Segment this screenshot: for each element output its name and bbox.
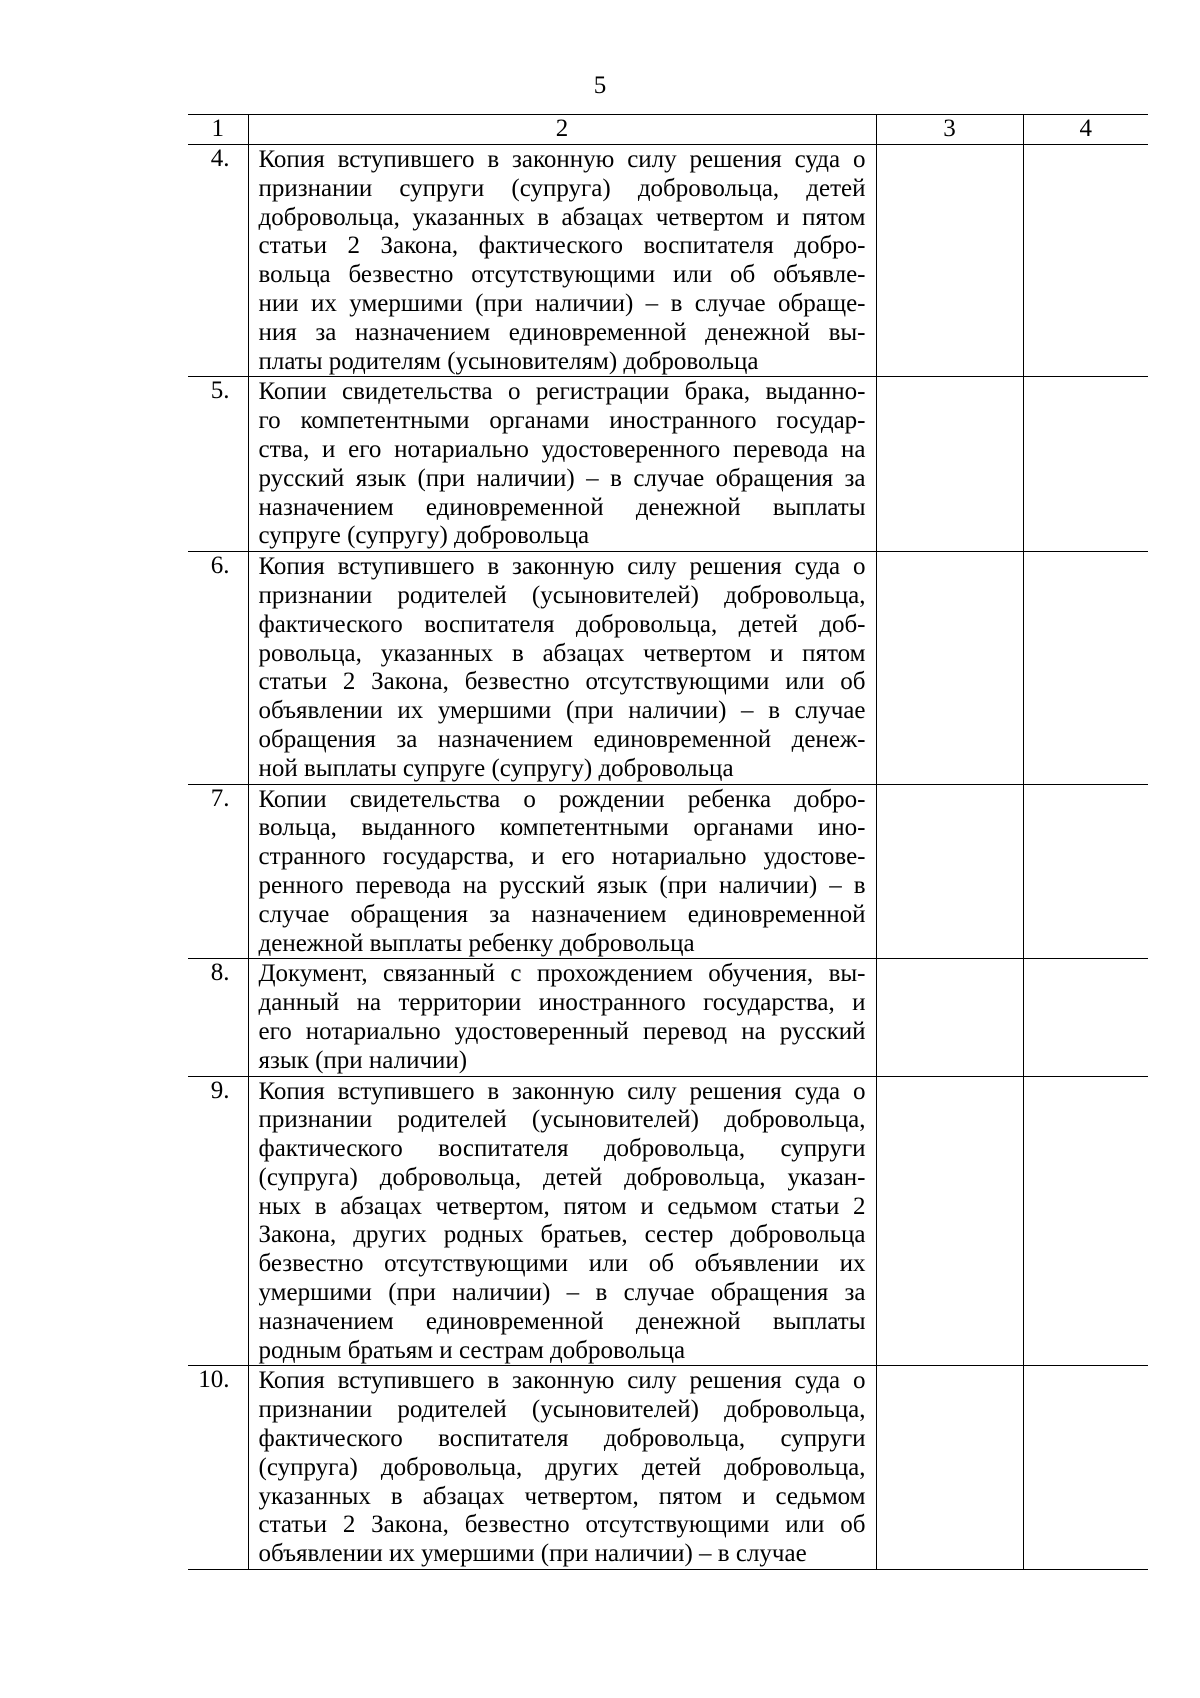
description-line: русский язык (при наличии) – в случае обращения за xyxy=(258,464,866,492)
description-line: вольца безвестно отсутствующими или об объявле- xyxy=(258,261,866,289)
description-line: статьи 2 Закона, фактического воспитателя добро- xyxy=(258,232,866,260)
document-description xyxy=(248,145,876,377)
column-4-cell xyxy=(1023,145,1148,377)
column-3-cell xyxy=(876,1076,1023,1366)
description-line: Закона, других родных братьев, сестер добровольца xyxy=(258,1221,866,1249)
description-line: назначением единовременной денежной выплаты xyxy=(258,493,866,521)
description-line: ства, и его нотариально удостоверенного перевода на xyxy=(258,435,866,463)
description-line: указанных в абзацах четвертом, пятом и седьмом xyxy=(258,1482,866,1510)
column-4-cell xyxy=(1023,1076,1148,1366)
table-header-row xyxy=(188,115,1148,145)
description-line: умершими (при наличии) – в случае обращения за xyxy=(258,1279,866,1307)
column-3-cell xyxy=(876,784,1023,959)
description-line: статьи 2 Закона, безвестно отсутствующими или об xyxy=(258,1511,866,1539)
description-line: признании родителей (усыновителей) добровольца, xyxy=(258,581,866,609)
column-4-cell xyxy=(1023,552,1148,784)
column-4-cell xyxy=(1023,959,1148,1076)
description-line: родным братьям и сестрам добровольца xyxy=(258,1336,686,1364)
description-line: Копии свидетельства о регистрации брака, выданно- xyxy=(258,378,866,406)
description-line: случае обращения за назначением единовременной xyxy=(258,900,866,928)
table-row xyxy=(188,1366,1148,1570)
description-line: объявлении их умершими (при наличии) – в случае xyxy=(258,697,866,725)
column-4-cell xyxy=(1023,784,1148,959)
description-line: Копии свидетельства о рождении ребенка добро- xyxy=(258,785,866,813)
description-line: вольца, выданного компетентными органами ино- xyxy=(258,814,866,842)
document-description xyxy=(248,552,876,784)
description-line: ренного перевода на русский язык (при наличии) – в xyxy=(258,871,866,899)
description-line: (супруга) добровольца, детей добровольца, указан- xyxy=(258,1163,866,1191)
row-number: 5. xyxy=(188,377,248,552)
description-line: добровольца, указанных в абзацах четвертом и пятом xyxy=(258,203,866,231)
page-number: 5 xyxy=(593,72,607,99)
description-line: Копия вступившего в законную силу решения суда о xyxy=(258,146,866,173)
document-description xyxy=(248,377,876,552)
description-line: ровольца, указанных в абзацах четвертом и пятом xyxy=(258,639,866,667)
description-line: ной выплаты супруге (супругу) добровольца xyxy=(258,754,734,782)
document-description xyxy=(248,1076,876,1366)
document-description xyxy=(248,1366,876,1570)
description-line: данный на территории иностранного государства, и xyxy=(258,989,866,1017)
column-4-cell xyxy=(1023,1366,1148,1570)
description-line: обращения за назначением единовременной денеж- xyxy=(258,725,866,753)
description-line: признании родителей (усыновителей) добровольца, xyxy=(258,1396,866,1424)
column-3-cell xyxy=(876,145,1023,377)
description-line: ния за назначением единовременной денежной вы- xyxy=(258,318,866,346)
row-number: 8. xyxy=(188,959,248,1076)
table-row xyxy=(188,377,1148,552)
description-line: странного государства, и его нотариально удостове- xyxy=(258,843,866,871)
table-row xyxy=(188,784,1148,959)
description-line: фактического воспитателя добровольца, детей доб- xyxy=(258,610,866,638)
document-description xyxy=(248,784,876,959)
header-cell-2: 2 xyxy=(248,115,876,145)
documents-table xyxy=(188,114,1148,1570)
description-line: язык (при наличии) xyxy=(258,1046,468,1074)
row-number: 9. xyxy=(188,1076,248,1366)
row-number: 7. xyxy=(188,784,248,959)
column-3-cell xyxy=(876,377,1023,552)
description-line: Копия вступившего в законную силу решения суда о xyxy=(258,1077,866,1105)
description-line: признании супруги (супруга) добровольца, детей xyxy=(258,174,866,202)
description-line: платы родителям (усыновителям) добровольца xyxy=(258,347,759,375)
column-3-cell xyxy=(876,959,1023,1076)
header-cell-3: 3 xyxy=(876,115,1023,145)
description-line: нии их умершими (при наличии) – в случае обраще- xyxy=(258,289,866,317)
description-line: фактического воспитателя добровольца, супруги xyxy=(258,1135,866,1163)
column-3-cell xyxy=(876,1366,1023,1570)
row-number: 6. xyxy=(188,552,248,784)
description-line: Копия вступившего в законную силу решения суда о xyxy=(258,1367,866,1395)
description-line: Копия вступившего в законную силу решения суда о xyxy=(258,553,866,581)
table-row xyxy=(188,552,1148,784)
row-number: 10. xyxy=(188,1366,248,1570)
table-row xyxy=(188,959,1148,1076)
description-line: Документ, связанный с прохождением обучения, вы- xyxy=(258,960,866,988)
description-line: супруге (супругу) добровольца xyxy=(258,522,590,550)
description-line: (супруга) добровольца, других детей добровольца, xyxy=(258,1453,866,1481)
description-line: его нотариально удостоверенный перевод на русский xyxy=(258,1017,866,1045)
description-line: признании родителей (усыновителей) добровольца, xyxy=(258,1106,866,1134)
column-3-cell xyxy=(876,552,1023,784)
description-line: денежной выплаты ребенку добровольца xyxy=(258,929,695,957)
description-line: безвестно отсутствующими или об объявлении их xyxy=(258,1250,866,1278)
column-4-cell xyxy=(1023,377,1148,552)
table-row xyxy=(188,1076,1148,1366)
document-description xyxy=(248,959,876,1076)
table-row xyxy=(188,145,1148,377)
description-line: статьи 2 Закона, безвестно отсутствующими или об xyxy=(258,668,866,696)
description-line: фактического воспитателя добровольца, супруги xyxy=(258,1425,866,1453)
description-line: го компетентными органами иностранного государ- xyxy=(258,407,866,435)
row-number: 4. xyxy=(188,145,248,377)
header-cell-1: 1 xyxy=(188,115,248,145)
description-line: объявлении их умершими (при наличии) – в случае xyxy=(258,1540,807,1568)
description-line: ных в абзацах четвертом, пятом и седьмом статьи 2 xyxy=(258,1192,866,1220)
description-line: назначением единовременной денежной выплаты xyxy=(258,1307,866,1335)
header-cell-4: 4 xyxy=(1023,115,1148,145)
